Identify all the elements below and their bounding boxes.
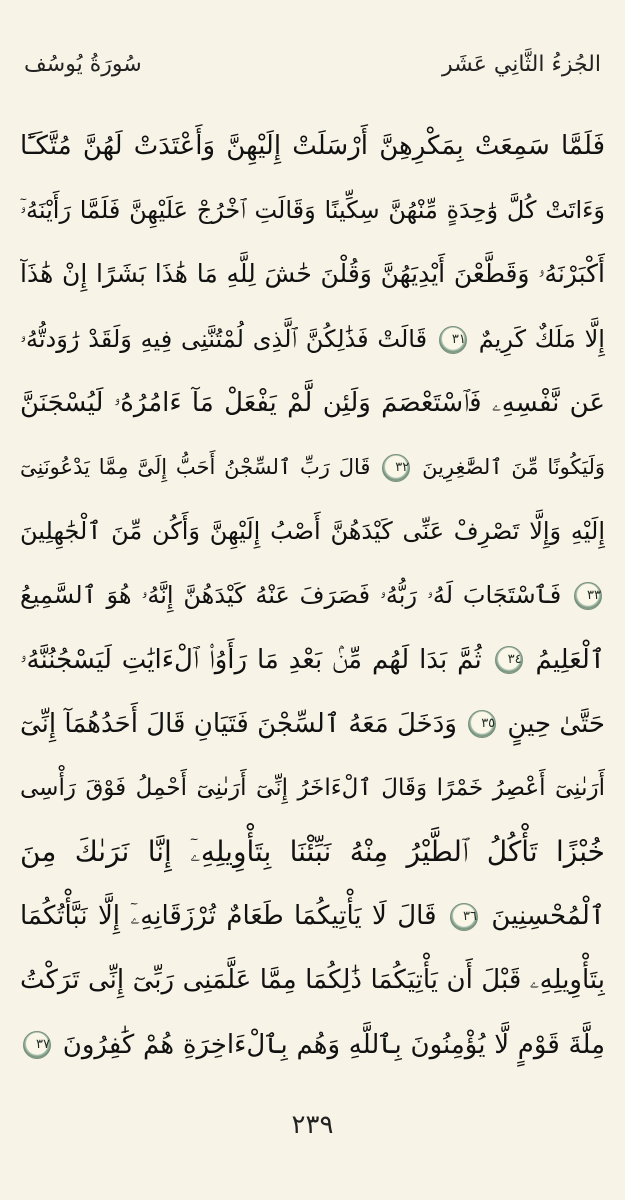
ayah-number-marker: ٣٣ <box>574 582 602 610</box>
ayah-text: ٱلْعَلِيمُ <box>535 644 605 675</box>
text-line <box>20 884 605 948</box>
ayah-text: عَن نَّفْسِهِۦ فَٱسْتَعْصَمَ وَلَئِن لَّمْ يَفْعَلْ مَآ ءَامُرُهُۥ لَيُسْجَنَنَّ <box>20 387 605 418</box>
ayah-text: حَتَّىٰ حِينٍ <box>507 708 605 739</box>
ayah-text: إِلَيْهِ وَإِلَّا تَصْرِفْ عَنِّى كَيْدَهُنَّ أَصْبُ إِلَيْهِنَّ وَأَكُن مِّنَ ٱلْجَٰهِلِينَ <box>20 517 605 546</box>
ayah-text: إِلَّا مَلَكٌ كَرِيمٌ <box>478 324 605 353</box>
surah-name-label: سُورَةُ يُوسُف <box>24 51 142 77</box>
text-line <box>20 435 605 499</box>
ayah-number-marker: ٣٥ <box>468 710 496 738</box>
ayah-text: مِلَّةَ قَوْمٍ لَّا يُؤْمِنُونَ بِٱللَّهِ وَهُم بِٱلْءَاخِرَةِ هُمْ كَٰفِرُونَ <box>62 1029 605 1060</box>
ayah-text: قَالَتْ فَذَٰلِكُنَّ ٱلَّذِى لُمْتُنَّنِى فِيهِ وَلَقَدْ رَٰوَدتُّهُۥ <box>20 324 428 353</box>
text-line <box>20 242 605 306</box>
ayah-number-marker: ٣١ <box>439 326 467 354</box>
page-number: ٢٣٩ <box>291 1110 334 1140</box>
text-line <box>20 114 605 178</box>
ayah-number-marker: ٣٢ <box>382 454 410 482</box>
ayah-text: وَلَيَكُونًا مِّنَ ٱلصَّٰغِرِينَ <box>422 454 605 479</box>
ayah-number-marker: ٣٧ <box>23 1031 51 1059</box>
ayah-text: ثُمَّ بَدَا لَهُم مِّنۢ بَعْدِ مَا رَأَوُا۟ ٱلْءَايَٰتِ لَيَسْجُنُنَّهُۥ <box>20 644 482 675</box>
page-header <box>24 44 601 84</box>
ayah-text: ٱلْمُحْسِنِينَ <box>491 901 605 932</box>
text-line <box>20 820 605 884</box>
ayah-number-marker: ٣٤ <box>495 646 523 674</box>
text-line <box>20 1013 605 1077</box>
ayah-text: قَالَ لَا يَأْتِيكُمَا طَعَامٌ تُرْزَقَانِهِۦٓ إِلَّا نَبَّأْتُكُمَا <box>20 901 437 932</box>
ayah-text: وَدَخَلَ مَعَهُ ٱلسِّجْنَ فَتَيَانِ قَالَ أَحَدُهُمَآ إِنِّىٓ <box>20 708 457 739</box>
text-line <box>20 178 605 242</box>
ayah-text: خُبْزًا تَأْكُلُ ٱلطَّيْرُ مِنْهُ نَبِّئْنَا بِتَأْوِيلِهِۦٓ إِنَّا نَرَىٰكَ مِنَ <box>20 835 605 869</box>
ayah-text: وَءَاتَتْ كُلَّ وَٰحِدَةٍ مِّنْهُنَّ سِكِّينًا وَقَالَتِ ٱخْرُجْ عَلَيْهِنَّ فَلَمَّا رَأَيْنَهُۥٓ <box>20 196 605 225</box>
ayah-text: قَالَ رَبِّ ٱلسِّجْنُ أَحَبُّ إِلَىَّ مِمَّا يَدْعُونَنِىٓ <box>20 454 371 479</box>
text-line <box>20 371 605 435</box>
text-line <box>20 499 605 563</box>
text-line <box>20 563 605 627</box>
ayah-text: بِتَأْوِيلِهِۦ قَبْلَ أَن يَأْتِيَكُمَا ذَٰلِكُمَا مِمَّا عَلَّمَنِى رَبِّىٓ إِنِّى تَرَكْتُ <box>20 965 605 996</box>
ayah-text: فَلَمَّا سَمِعَتْ بِمَكْرِهِنَّ أَرْسَلَتْ إِلَيْهِنَّ وَأَعْتَدَتْ لَهُنَّ مُتَّكَـًٔا <box>20 131 605 161</box>
ayah-number-marker: ٣٦ <box>450 903 478 931</box>
quran-page-text <box>20 114 605 1077</box>
text-line <box>20 307 605 371</box>
ayah-text: أَرَىٰنِىٓ أَعْصِرُ خَمْرًا وَقَالَ ٱلْءَاخَرُ إِنِّىٓ أَرَىٰنِىٓ أَحْمِلُ فَوْقَ رَأْسِى <box>20 774 605 801</box>
juz-label: الجُزءُ الثَّانِي عَشَر <box>442 51 601 77</box>
ayah-text: أَكْبَرْنَهُۥ وَقَطَّعْنَ أَيْدِيَهُنَّ وَقُلْنَ حَٰشَ لِلَّهِ مَا هَٰذَا بَشَرًا إِنْ هَٰذَآ <box>20 259 605 289</box>
text-line <box>20 692 605 756</box>
ayah-text: فَٱسْتَجَابَ لَهُۥ رَبُّهُۥ فَصَرَفَ عَنْهُ كَيْدَهُنَّ إِنَّهُۥ هُوَ ٱلسَّمِيعُ <box>20 581 562 610</box>
text-line <box>20 756 605 820</box>
text-line <box>20 628 605 692</box>
text-line <box>20 948 605 1012</box>
